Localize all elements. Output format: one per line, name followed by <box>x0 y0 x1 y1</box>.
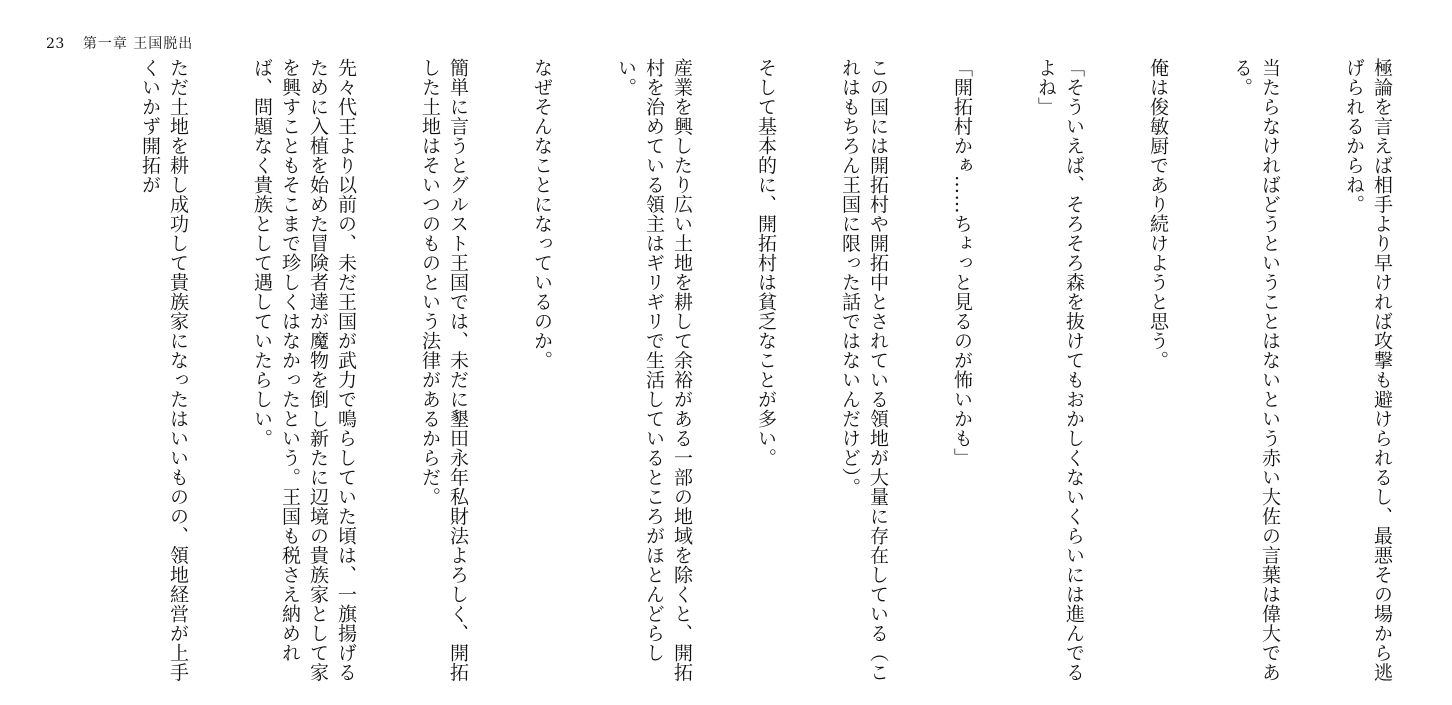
paragraph-5: そして基本的に、開拓村は貧乏なことが多い。 <box>755 58 777 468</box>
page-number: 23 <box>46 36 65 52</box>
paragraph-7: なぜそんなことになっているのか。 <box>531 58 553 370</box>
paragraph-3: 俺は俊敏厨であり続けようと思う。 <box>1147 58 1169 370</box>
paragraph-2: 当たらなければどうということはないという赤い大佐の言葉は偉大である。 <box>1231 58 1281 682</box>
paragraph-4: この国には開拓村や開拓中とされている領地が大量に存在している（これはもちろん王国に限った話ではないんだけど）。 <box>839 58 889 682</box>
paragraph-6: 産業を興したり広い土地を耕して余裕がある一部の地域を除くと、開拓村を治めている領主はギリギリで生活しているところがほとんどらしい。 <box>615 58 693 682</box>
paragraph-8: 簡単に言うとグルスト王国では、未だに墾田永年私財法よろしく、開拓した土地はそいつのものという法律があるからだ。 <box>419 58 469 682</box>
paragraph-9: 先々代王より以前の、未だ王国が武力で鳴らしていた頃は、一旗揚げるために入植を始めた冒険者達が魔物を倒し新たに辺境の貴族家として家を興すこともそこまで珍しくはなかったという。王国も税さえ納めれば、問題なく貴族として遇していたらしい。 <box>251 58 357 682</box>
chapter-title: 第一章 王国脱出 <box>82 36 194 52</box>
dialogue-2: 「開拓村かぁ……ちょっと見るのが怖いかも」 <box>951 58 973 468</box>
paragraph-1: 極論を言えば相手より早ければ攻撃も避けられるし、最悪その場から逃げられるからね。 <box>1343 58 1393 682</box>
paragraph-10: ただ土地を耕し成功して貴族家になったはいいものの、領地経営が上手くいかず開拓が <box>139 58 189 682</box>
vertical-body-text <box>80 58 1452 686</box>
dialogue-1: 「そういえば、そろそろ森を抜けてもおかしくないくらいには進んでるよね」 <box>1035 58 1085 682</box>
page-header <box>46 34 193 54</box>
body-text-area <box>80 58 1393 686</box>
